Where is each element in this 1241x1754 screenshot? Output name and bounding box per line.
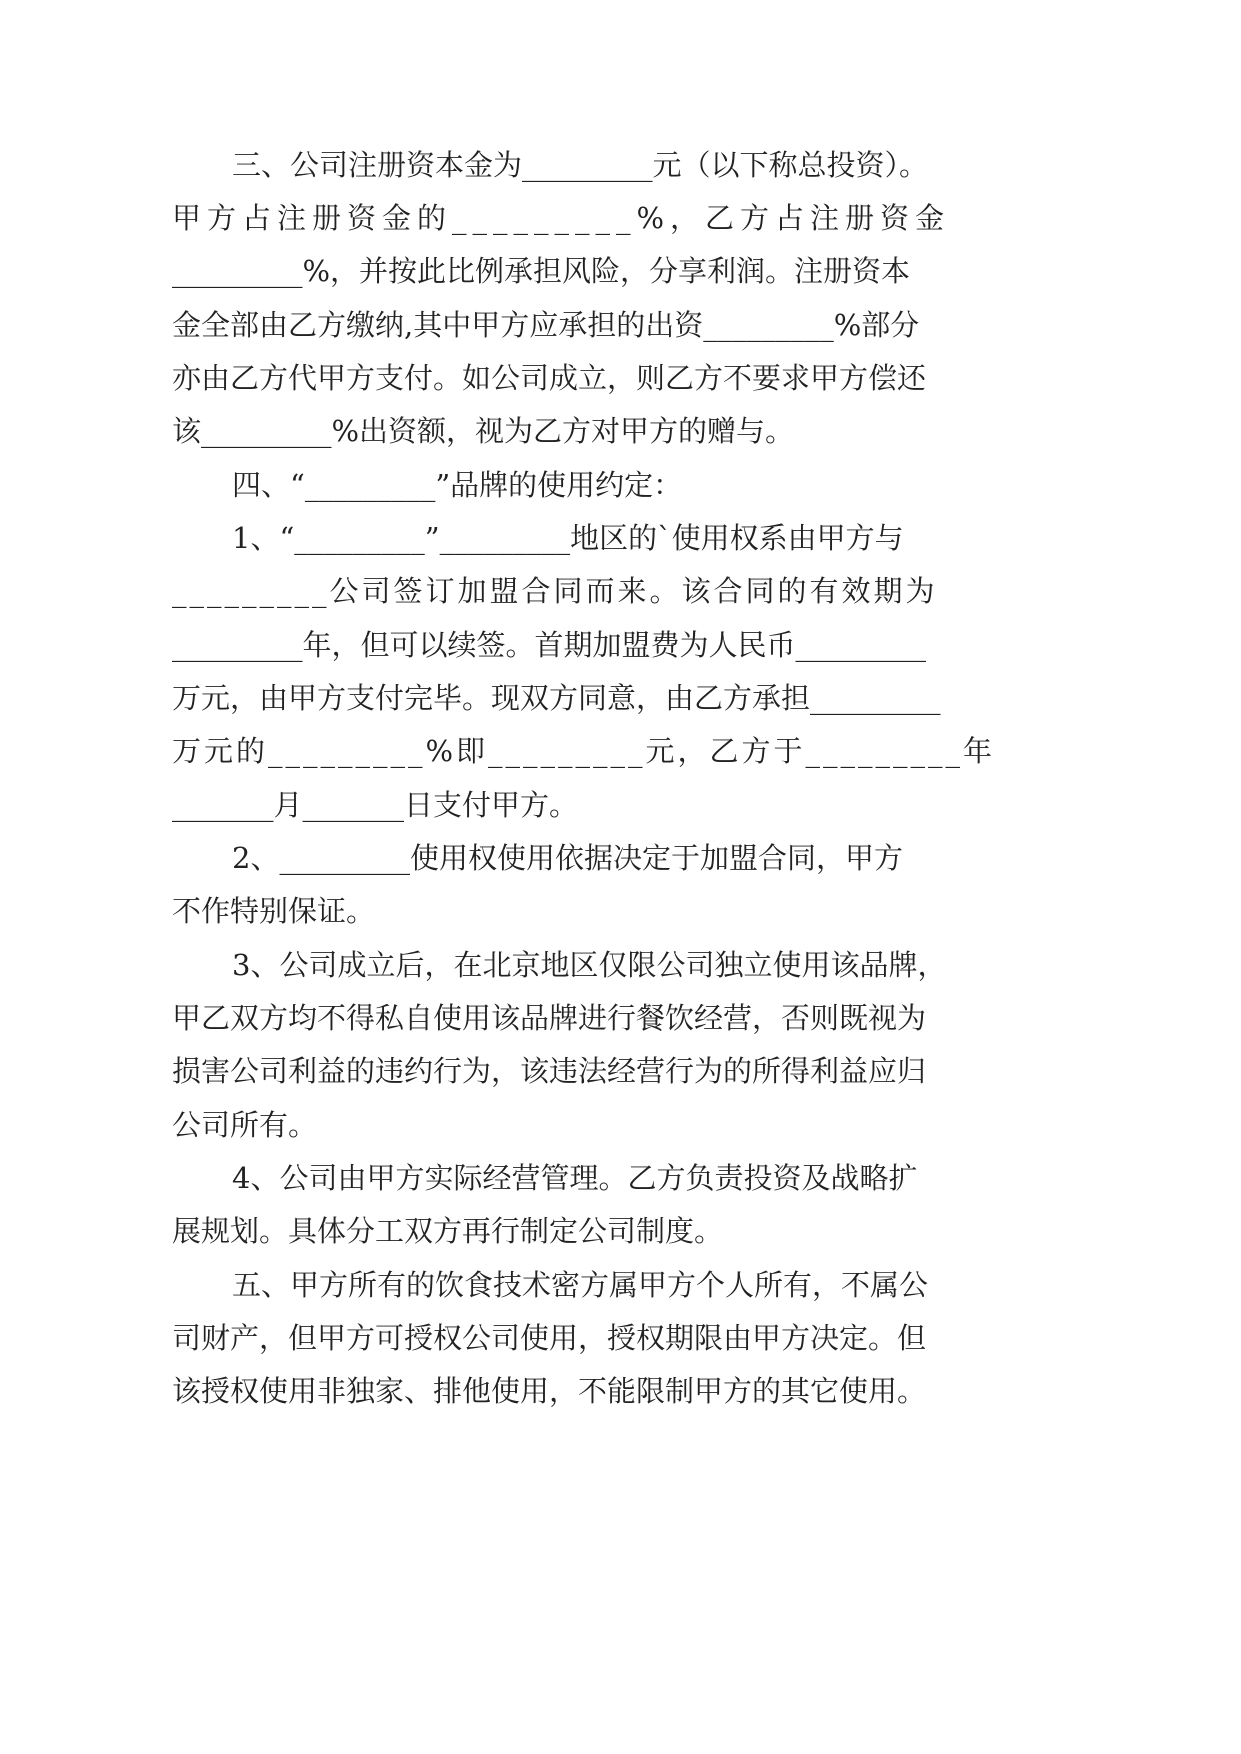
- paragraph-line: 4、公司由甲方实际经营管理。乙方负责投资及战略扩: [232, 1161, 918, 1195]
- paragraph-line: _______月_______日支付甲方。: [172, 788, 579, 822]
- paragraph-line: 万元，由甲方支付完毕。现双方同意，由乙方承担_________: [172, 681, 941, 715]
- paragraph-line: 甲乙双方均不得私自使用该品牌进行餐饮经营，否则既视为: [172, 1001, 927, 1035]
- paragraph-line: _________%，并按此比例承担风险，分享利润。注册资本: [172, 254, 911, 288]
- paragraph-line: 公司所有。: [172, 1108, 318, 1142]
- paragraph-line: 3、公司成立后，在北京地区仅限公司独立使用该品牌，: [232, 948, 947, 982]
- paragraph-line: _________年，但可以续签。首期加盟费为人民币_________: [172, 628, 927, 662]
- paragraph-line: 展规划。具体分工双方再行制定公司制度。: [172, 1214, 724, 1248]
- section-heading-line: 五、甲方所有的饮食技术密方属甲方个人所有，不属公: [232, 1268, 929, 1302]
- paragraph-line: 三、公司注册资本金为_________元（以下称总投资）。: [232, 148, 929, 182]
- paragraph-line: 司财产，但甲方可授权公司使用，授权期限由甲方决定。但: [172, 1321, 927, 1355]
- paragraph-line: 损害公司利益的违约行为，该违法经营行为的所得利益应归: [172, 1054, 927, 1088]
- paragraph-line: 亦由乙方代甲方支付。如公司成立，则乙方不要求甲方偿还: [172, 361, 927, 395]
- paragraph-line: 该_________%出资额，视为乙方对甲方的赠与。: [172, 414, 795, 448]
- paragraph-line: 2、_________使用权使用依据决定于加盟合同，甲方: [232, 841, 903, 875]
- paragraph-line: _________公司签订加盟合同而来。该合同的有效期为: [172, 574, 938, 608]
- paragraph-line: 金全部由乙方缴纳,其中甲方应承担的出资_________%部分: [172, 308, 920, 342]
- paragraph-line: 不作特别保证。: [172, 894, 376, 928]
- paragraph-line: 万元的_________%即_________元，乙方于_________年: [172, 734, 996, 768]
- paragraph-line: 甲方占注册资金的_________%，乙方占注册资金: [172, 201, 951, 235]
- paragraph-line: 该授权使用非独家、排他使用，不能限制甲方的其它使用。: [172, 1374, 927, 1408]
- paragraph-line: 1、“_________”_________地区的`使用权系由甲方与: [232, 521, 904, 555]
- section-heading-line: 四、“_________”品牌的使用约定：: [232, 468, 683, 502]
